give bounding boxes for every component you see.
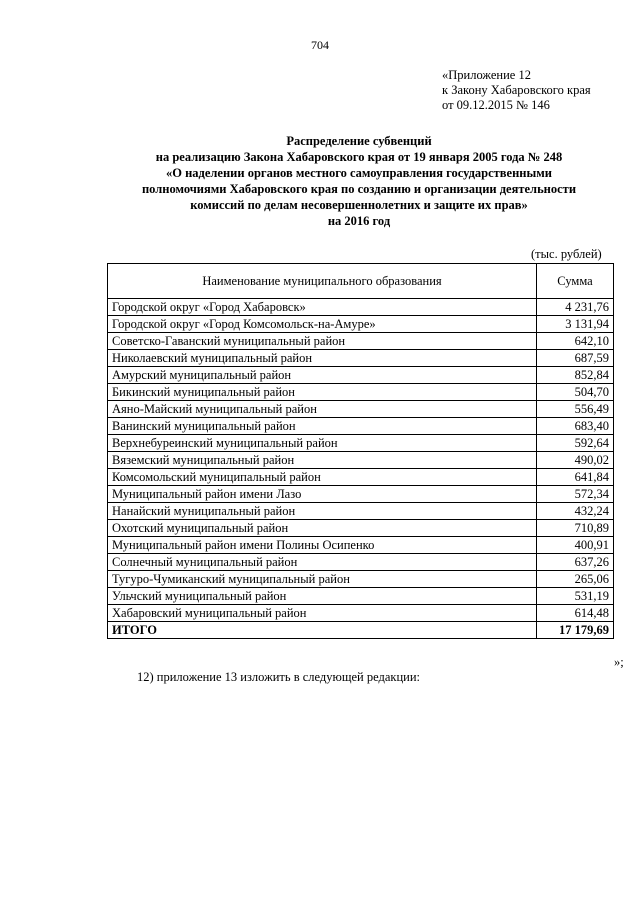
municipality-name: Бикинский муниципальный район <box>108 384 537 401</box>
amount-cell: 265,06 <box>537 571 614 588</box>
title-line: «О наделении органов местного самоуправления государственными <box>166 166 552 180</box>
amount-cell: 490,02 <box>537 452 614 469</box>
municipality-name: Муниципальный район имени Лазо <box>108 486 537 503</box>
amount-cell: 592,64 <box>537 435 614 452</box>
municipality-name: Городской округ «Город Хабаровск» <box>108 299 537 316</box>
appendix-line: от 09.12.2015 № 146 <box>442 98 550 112</box>
municipality-name: Хабаровский муниципальный район <box>108 605 537 622</box>
table-row <box>108 384 614 401</box>
table-row <box>108 571 614 588</box>
amount-cell: 3 131,94 <box>537 316 614 333</box>
total-label: ИТОГО <box>108 622 537 639</box>
amount-cell: 432,24 <box>537 503 614 520</box>
municipality-name: Николаевский муниципальный район <box>108 350 537 367</box>
municipality-name: Солнечный муниципальный район <box>108 554 537 571</box>
municipality-name: Охотский муниципальный район <box>108 520 537 537</box>
column-header-amount: Сумма <box>537 264 614 299</box>
municipality-name: Аяно-Майский муниципальный район <box>108 401 537 418</box>
municipality-name: Верхнебуреинский муниципальный район <box>108 435 537 452</box>
total-row <box>108 622 614 639</box>
amount-cell: 614,48 <box>537 605 614 622</box>
amount-cell: 852,84 <box>537 367 614 384</box>
municipality-name: Ванинский муниципальный район <box>108 418 537 435</box>
units-label: (тыс. рублей) <box>531 247 602 261</box>
title-line: на реализацию Закона Хабаровского края от 19 января 2005 года № 248 <box>155 150 563 164</box>
appendix-line: «Приложение 12 <box>442 68 531 82</box>
table-row <box>108 350 614 367</box>
column-header-name: Наименование муниципального образования <box>108 264 537 299</box>
amount-cell: 556,49 <box>537 401 614 418</box>
table-row <box>108 333 614 350</box>
document-title <box>100 133 618 229</box>
municipality-name: Амурский муниципальный район <box>108 367 537 384</box>
table-row <box>108 503 614 520</box>
subventions-table <box>107 263 614 639</box>
municipality-name: Тугуро-Чумиканский муниципальный район <box>108 571 537 588</box>
municipality-name: Городской округ «Город Комсомольск-на-Амуре» <box>108 316 537 333</box>
title-line: Распределение субвенций <box>286 134 432 148</box>
municipality-name: Советско-Гаванский муниципальный район <box>108 333 537 350</box>
amount-cell: 4 231,76 <box>537 299 614 316</box>
table-row <box>108 452 614 469</box>
amount-cell: 641,84 <box>537 469 614 486</box>
municipality-name: Муниципальный район имени Полины Осипенко <box>108 537 537 554</box>
municipality-name: Комсомольский муниципальный район <box>108 469 537 486</box>
table-row <box>108 418 614 435</box>
amount-cell: 504,70 <box>537 384 614 401</box>
municipality-name: Вяземский муниципальный район <box>108 452 537 469</box>
amount-cell: 687,59 <box>537 350 614 367</box>
table-row <box>108 605 614 622</box>
table-row <box>108 469 614 486</box>
municipality-name: Нанайский муниципальный район <box>108 503 537 520</box>
table-row <box>108 435 614 452</box>
table-row <box>108 537 614 554</box>
amount-cell: 637,26 <box>537 554 614 571</box>
table-row <box>108 316 614 333</box>
amount-cell: 531,19 <box>537 588 614 605</box>
amount-cell: 642,10 <box>537 333 614 350</box>
total-amount: 17 179,69 <box>537 622 614 639</box>
table-row <box>108 299 614 316</box>
table-header-row <box>108 264 614 299</box>
amount-cell: 572,34 <box>537 486 614 503</box>
table-row <box>108 588 614 605</box>
title-line: комиссий по делам несовершеннолетних и защите их прав» <box>190 198 528 212</box>
closing-quote: »; <box>614 655 624 669</box>
municipality-name: Ульчский муниципальный район <box>108 588 537 605</box>
table-row <box>108 486 614 503</box>
title-line: полномочиями Хабаровского края по созданию и организации деятельности <box>141 182 577 196</box>
page-number: 704 <box>311 38 329 52</box>
table-row <box>108 401 614 418</box>
title-line: на 2016 год <box>327 214 391 228</box>
table-row <box>108 554 614 571</box>
appendix-reference <box>442 68 591 113</box>
next-amendment-item: 12) приложение 13 изложить в следующей редакции: <box>137 670 420 684</box>
amount-cell: 710,89 <box>537 520 614 537</box>
amount-cell: 400,91 <box>537 537 614 554</box>
amount-cell: 683,40 <box>537 418 614 435</box>
table-row <box>108 520 614 537</box>
table-row <box>108 367 614 384</box>
appendix-line: к Закону Хабаровского края <box>442 83 591 97</box>
